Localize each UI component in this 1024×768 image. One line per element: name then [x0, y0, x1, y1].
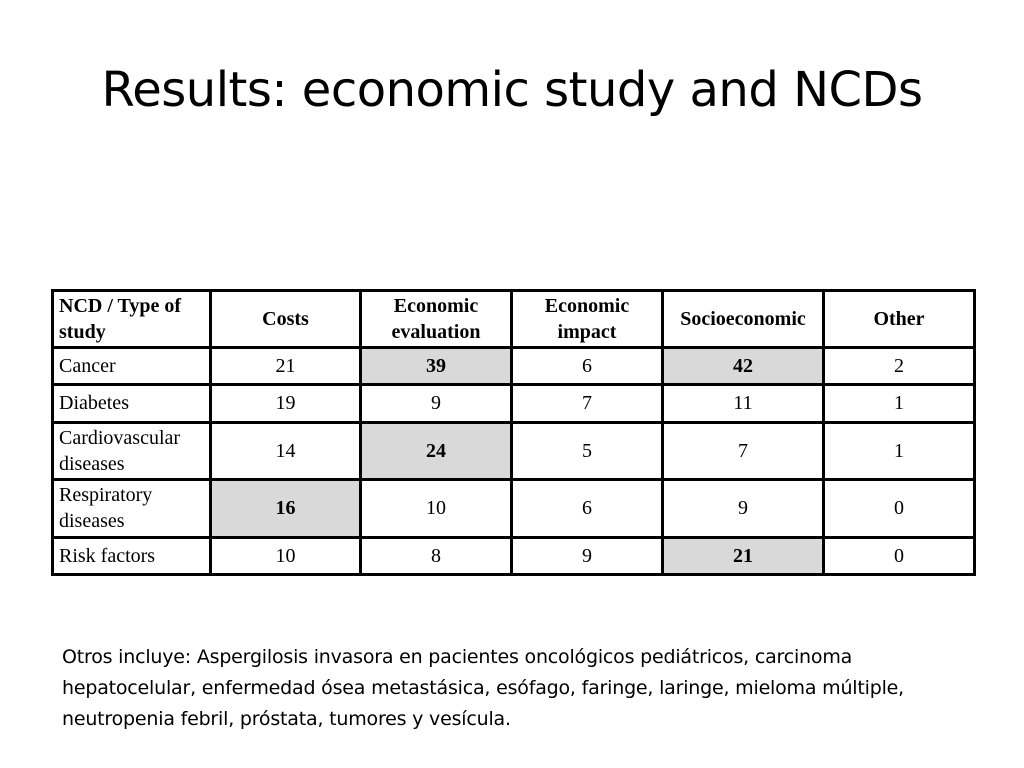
- table-cell: 0: [824, 480, 975, 538]
- slide-title: Results: economic study and NCDs: [101, 62, 923, 118]
- column-header-costs: Costs: [211, 291, 361, 348]
- table-cell-highlighted: 21: [663, 537, 824, 574]
- table-cell-highlighted: 16: [211, 480, 361, 538]
- column-header-economic-evaluation: Economic evaluation: [361, 291, 512, 348]
- table-cell: 7: [663, 422, 824, 480]
- table-header-row: [53, 291, 975, 348]
- table-cell: 9: [663, 480, 824, 538]
- table-cell: 10: [211, 537, 361, 574]
- table-row-diabetes: [53, 385, 975, 422]
- row-label: Cardiovascular diseases: [53, 422, 211, 480]
- table-cell-highlighted: 39: [361, 348, 512, 385]
- table-cell: 19: [211, 385, 361, 422]
- footnote: Otros incluye: Aspergilosis invasora en pacientes oncológicos pediátricos, carcinoma hepatocelular, enfermedad ósea metastásica, esófago, faringe, laringe, mieloma múltiple, neutropenia febril, próstata, tumores y vesícula.: [62, 646, 904, 730]
- table-cell: 5: [512, 422, 663, 480]
- table-cell-highlighted: 24: [361, 422, 512, 480]
- table-cell: 6: [512, 480, 663, 538]
- table-cell-highlighted: 42: [663, 348, 824, 385]
- table-cell: 11: [663, 385, 824, 422]
- column-header-ncd-type: NCD / Type of study: [53, 291, 211, 348]
- table-cell: 6: [512, 348, 663, 385]
- table-row-risk-factors: [53, 537, 975, 574]
- row-label: Respiratory diseases: [53, 480, 211, 538]
- row-label: Cancer: [53, 348, 211, 385]
- column-header-socioeconomic: Socioeconomic: [663, 291, 824, 348]
- table-cell: 9: [512, 537, 663, 574]
- table-cell: 7: [512, 385, 663, 422]
- column-header-other: Other: [824, 291, 975, 348]
- table-cell: 10: [361, 480, 512, 538]
- table-row-cardiovascular: [53, 422, 975, 480]
- table-cell: 9: [361, 385, 512, 422]
- row-label: Risk factors: [53, 537, 211, 574]
- table-cell: 0: [824, 537, 975, 574]
- table-cell: 21: [211, 348, 361, 385]
- table-cell: 8: [361, 537, 512, 574]
- table-cell: 1: [824, 422, 975, 480]
- table-cell: 2: [824, 348, 975, 385]
- table-cell: 14: [211, 422, 361, 480]
- column-header-economic-impact: Economic impact: [512, 291, 663, 348]
- table-row-cancer: [53, 348, 975, 385]
- row-label: Diabetes: [53, 385, 211, 422]
- table-row-respiratory: [53, 480, 975, 538]
- table-cell: 1: [824, 385, 975, 422]
- ncd-economic-study-table: [51, 289, 976, 576]
